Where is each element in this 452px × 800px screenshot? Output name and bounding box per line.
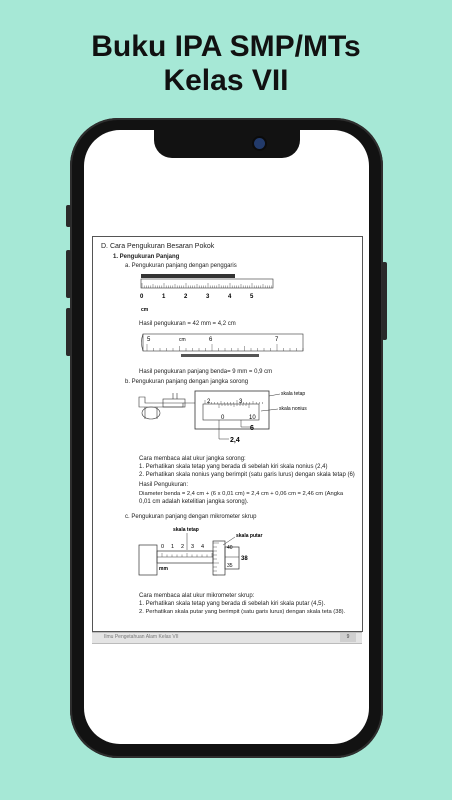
- micrometer-tick-3: 3: [191, 544, 195, 550]
- footer-page-number: 9: [340, 633, 356, 642]
- micrometer-thimble: [213, 541, 225, 575]
- promo-title-line2: Kelas VII: [163, 64, 289, 97]
- ruler-2-result: Hasil pengukuran panjang benda= 9 mm = 0,9 cm: [139, 369, 273, 375]
- micrometer-step-2: 2. Perhatikan skala putar yang berimpit (satu garis lurus) dengan skala teta (38).: [139, 609, 346, 615]
- volume-up-button: [66, 205, 71, 227]
- micrometer-howto: Cara membaca alat ukur mikrometer skrup:: [139, 593, 255, 599]
- caliper-result-line-1: Diameter benda = 2,4 cm + (6 x 0,01 cm) = 2,4 cm + 0,06 cm = 2,46 cm (Angka: [139, 491, 344, 497]
- promo-title-line1: Buku IPA SMP/MTs: [91, 30, 361, 63]
- power-button: [382, 262, 387, 340]
- subsection-title: 1. Pengukuran Panjang: [113, 254, 180, 260]
- ruler-1-unit: cm: [141, 307, 149, 313]
- micrometer-thimble-35: 35: [227, 563, 233, 569]
- micrometer-tick-2: 2: [181, 544, 185, 550]
- item-a-heading: a. Pengukuran panjang dengan penggaris: [125, 263, 237, 269]
- caliper-main-ticks: [205, 400, 263, 404]
- ruler-1-tick-1: 1: [162, 294, 166, 300]
- item-b-heading: b. Pengukuran panjang dengan jangka sorong: [125, 379, 249, 385]
- ruler-2-object-bar: [181, 354, 259, 357]
- micrometer-tick-1: 1: [171, 544, 175, 550]
- section-title: D. Cara Pengukuran Besaran Pokok: [101, 243, 215, 250]
- caliper-mark-6: 6: [250, 425, 254, 432]
- caliper-main-tick-3: 3: [239, 399, 243, 405]
- ruler-1-tick-3: 3: [206, 294, 210, 300]
- caliper-howto: Cara membaca alat ukur jangka sorong:: [139, 456, 246, 462]
- book-page[interactable]: [92, 236, 363, 632]
- ruler-2-tick-6: 6: [209, 337, 213, 343]
- caliper-main-body: [195, 391, 269, 429]
- caliper-result-line-2: 0,01 cm adalah ketelitian jangka sorong).: [139, 499, 249, 505]
- caliper-arrow-nonius: [261, 409, 278, 411]
- micrometer-diagram: [137, 523, 287, 585]
- caliper-step-1: 1. Perhatikan skala tetap yang berada di sebelah kiri skala nonius (2,4): [139, 464, 328, 470]
- micrometer-tick-4: 4: [201, 544, 205, 550]
- caliper-diagram: [133, 389, 308, 451]
- micrometer-thimble-40: 40: [227, 545, 233, 551]
- ruler-2: [139, 332, 309, 362]
- ruler-2-tick-cm: cm: [179, 337, 186, 343]
- micrometer-unit: mm: [159, 566, 168, 572]
- promo-title: [0, 30, 452, 98]
- caliper-step-2: 2. Perhatikan skala nonius yang berimpit (satu garis lurus) dengan skala tetap (6): [139, 472, 355, 478]
- ruler-2-body: [143, 334, 303, 351]
- micrometer-label-thimble: skala putar: [236, 533, 263, 539]
- ruler-1: [139, 274, 279, 314]
- ruler-1-ticks: [142, 283, 272, 288]
- caliper-vernier-tick-0: 0: [221, 415, 225, 421]
- ruler-2-ticks: [147, 344, 303, 351]
- ruler-1-tick-5: 5: [250, 294, 254, 300]
- caliper-small-drawing: [139, 393, 185, 419]
- silent-switch: [66, 308, 71, 356]
- micrometer-step-1: 1. Perhatikan skala tetap yang berada di sebelah kiri skala putar (4,5).: [139, 601, 326, 607]
- caliper-label-fixed: skala tetap: [281, 391, 306, 397]
- phone-notch: [154, 130, 300, 158]
- caliper-result-label: Hasil Pengukuran:: [139, 482, 189, 488]
- micrometer-thimble-38: 38: [241, 556, 248, 562]
- micrometer-label-fixed: skala tetap: [173, 527, 199, 533]
- ruler-1-object-bar: [141, 274, 235, 278]
- volume-down-button: [66, 250, 71, 298]
- ruler-1-tick-0: 0: [140, 294, 144, 300]
- ruler-1-tick-4: 4: [228, 294, 232, 300]
- caliper-label-nonius: skala nonius: [279, 406, 307, 412]
- caliper-vernier-tick-10: 10: [249, 415, 256, 421]
- caliper-vernier-ticks: [219, 404, 249, 408]
- ruler-2-tick-5: 5: [147, 337, 151, 343]
- micrometer-tick-0: 0: [161, 544, 165, 550]
- ruler-1-tick-2: 2: [184, 294, 188, 300]
- ruler-1-result: Hasil pengukuran = 42 mm = 4,2 cm: [139, 321, 236, 327]
- ruler-2-tick-7: 7: [275, 337, 279, 343]
- caliper-mark-24-pointer: [219, 420, 229, 439]
- caliper-arrow-fixed: [269, 394, 280, 396]
- micrometer-main-ticks: [162, 553, 212, 557]
- footer-book-title: Ilmu Pengetahuan Alam Kelas VII: [104, 634, 179, 640]
- camera-icon: [254, 138, 265, 149]
- ruler-1-body: [141, 279, 273, 288]
- caliper-mark-24: 2,4: [230, 437, 240, 444]
- caliper-main-tick-2: 2: [207, 399, 211, 405]
- item-c-heading: c. Pengukuran panjang dengan mikrometer skrup: [125, 514, 257, 520]
- micrometer-thimble-ticks: [213, 523, 219, 575]
- page-footer: [92, 632, 362, 644]
- micrometer-frame-left: [139, 545, 157, 575]
